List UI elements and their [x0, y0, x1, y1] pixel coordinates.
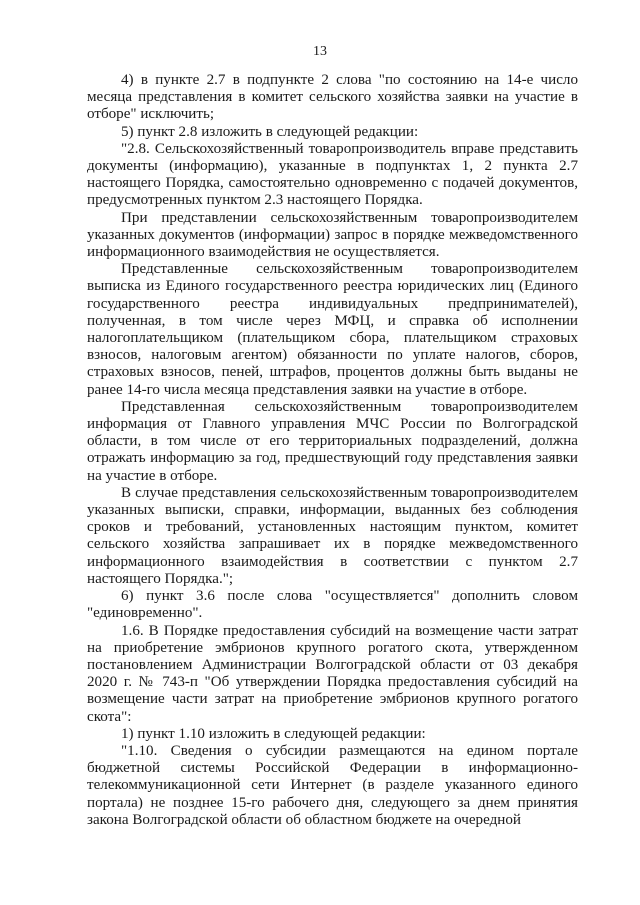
paragraph-registry-extract: Представленные сельскохозяйственным товаропроизводителем выписка из Единого государственного реестра юридических лиц (Единого государственного реестра индивидуальных предпринимателей), полученная, в том числе через МФЦ, и справка об исполнении налогоплательщиком (плательщиком сбора, плательщиком страховых взносов, налоговым агентом) обязанности по уплате налогов, сборов, страховых взносов, пеней, штрафов, процентов должны быть выданы не ранее 14-го числа месяца представления заявки на участие в отборе. — [87, 261, 578, 398]
paragraph-item-5-amendment: 5) пункт 2.8 изложить в следующей редакции: — [121, 123, 419, 140]
paragraph-interagency-request: При представлении сельскохозяйственным товаропроизводителем указанных документов (информации) запрос в порядке межведомственного информационного взаимодействия не осуществляется. — [87, 209, 578, 261]
paragraph-noncompliance: В случае представления сельскохозяйственным товаропроизводителем указанных выписки, справки, информации, выданных без соблюдения сроков и требований, установленных настоящим пунктом, комитет сельского хозяйства запрашивает их в порядке межведомственного информационного взаимодействия в соответствии с пунктом 2.7 настоящего Порядка."; — [87, 484, 578, 587]
document-body — [87, 72, 578, 829]
page-number: 13 — [313, 44, 327, 59]
paragraph-clause-1-10: "1.10. Сведения о субсидии размещаются на едином портале бюджетной системы Российской Федерации в информационно-телекоммуникационной сети Интернет (в разделе указанного единого портала) не позднее 15-го рабочего дня, следующего за днем принятия закона Волгоградской области об областном бюджете на очередной — [87, 742, 578, 828]
paragraph-item-4-amendment: 4) в пункте 2.7 в подпункте 2 слова "по состоянию на 14-е число месяца представления в комитет сельского хозяйства заявки на участие в отборе" исключить; — [87, 72, 578, 123]
paragraph-item-1-amendment: 1) пункт 1.10 изложить в следующей редакции: — [121, 725, 426, 742]
paragraph-section-1-6: 1.6. В Порядке предоставления субсидий на возмещение части затрат на приобретение эмбрионов крупного рогатого скота, утвержденном постановлением Администрации Волгоградской области от 03 декабря 2020 г. № 743-п "Об утверждении Порядка предоставления субсидий на возмещение части затрат на приобретение эмбрионов крупного рогатого скота": — [87, 622, 578, 725]
paragraph-mchs-information: Представленная сельскохозяйственным товаропроизводителем информация от Главного управления МЧС России по Волгоградской области, в том числе от его территориальных подразделений, должна отражать информацию за год, предшествующий году представления заявки на участие в отборе. — [87, 398, 578, 484]
paragraph-item-6-amendment: 6) пункт 3.6 после слова "осуществляется" дополнить словом "единовременно". — [87, 588, 578, 622]
paragraph-clause-2-8: "2.8. Сельскохозяйственный товаропроизводитель вправе представить документы (информацию), указанные в подпунктах 1, 2 пункта 2.7 настоящего Порядка, самостоятельно одновременно с подачей документов, предусмотренных пунктом 2.3 настоящего Порядка. — [87, 140, 578, 209]
